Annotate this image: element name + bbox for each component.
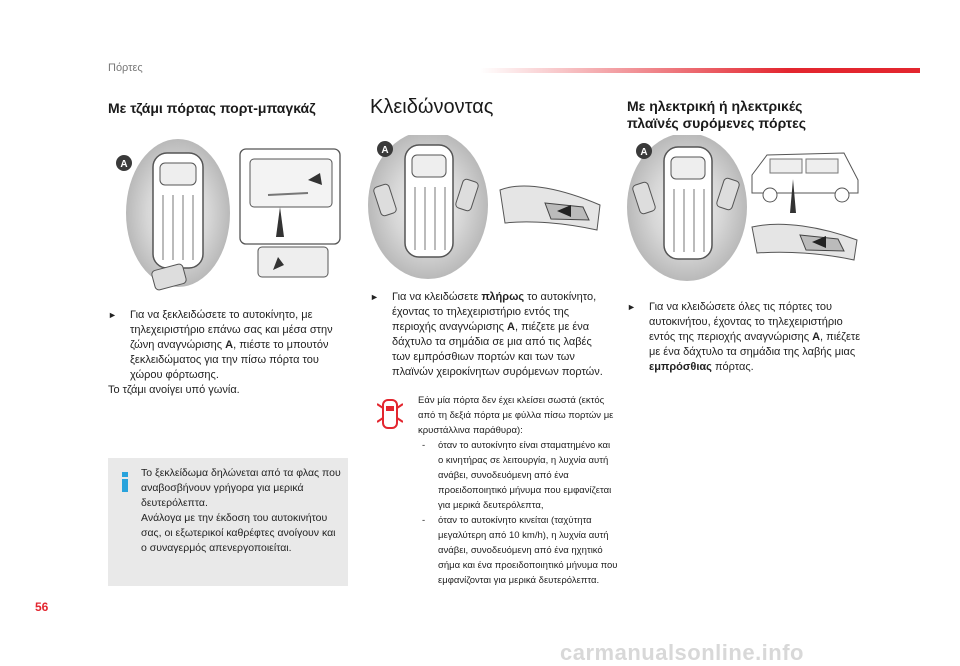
left-heading: Με τζάμι πόρτας πορτ-μπαγκάζ — [108, 100, 316, 116]
info-panel — [108, 458, 348, 586]
left-instruction-zone: A — [225, 339, 234, 351]
middle-instruction-text-b: το αυτοκίνητο, έχοντας το τηλεχειριστήριο εντός της περιοχής αναγνώρισης — [392, 291, 597, 333]
watermark: carmanualsonline.info — [560, 640, 804, 665]
left-note: Το τζάμι ανοίγει υπό γωνία. — [108, 384, 240, 396]
door-warning-note — [418, 393, 618, 588]
middle-instruction-text-a: Για να κλειδώσετε — [392, 291, 482, 303]
warning-intro: Εάν μία πόρτα δεν έχει κλείσει σωστά (εκτός από τη δεξιά πόρτα με φύλλα πίσω πορτών με κρυστάλλινα παράθυρα): — [418, 395, 614, 436]
warning-item — [418, 438, 618, 513]
right-instruction-text-a: Για να κλειδώσετε όλες τις πόρτες του αυτοκινήτου, έχοντας το τηλεχειριστήριο εντός της περιοχής αναγνώρισης — [649, 301, 843, 343]
arrow-bullet-icon: ► — [108, 310, 117, 320]
info-icon — [120, 472, 130, 492]
middle-instruction-text-c: , πιέζετε με ένα δάχτυλο τα σημάδια σε μια από τις λαβές των εμπρόσθιων πορτών και των των πλαϊνών χειροκίνητων συρόμενων πορτών. — [392, 321, 603, 378]
right-instruction-text-c: πόρτας. — [711, 361, 754, 373]
warning-item — [418, 513, 618, 588]
electric-sliding-door-illustration — [622, 135, 862, 290]
list-dash: - — [422, 515, 426, 526]
info-text-2: Ανάλογα με την έκδοση του αυτοκινήτου σας, οι εξωτερικοί καθρέφτες ανοίγουν και ο συναγερμός απενεργοποιείται. — [141, 512, 336, 554]
left-instruction-text-a: Για να ξεκλειδώσετε το αυτοκίνητο, με τηλεχειριστήριο επάνω σας και μέσα στην ζώνη αναγνώρισης — [130, 309, 333, 351]
section-label: Πόρτες — [108, 62, 143, 74]
warning-list — [418, 438, 618, 588]
header-rule — [480, 68, 920, 73]
locking-illustration — [365, 135, 610, 290]
tailgate-window-illustration — [108, 135, 348, 295]
left-instruction — [108, 308, 348, 383]
right-instruction-bold-1: A — [812, 331, 821, 343]
middle-instruction — [370, 290, 610, 380]
page-number: 56 — [35, 600, 49, 614]
zone-marker-right: A — [640, 147, 648, 158]
arrow-bullet-icon: ► — [627, 302, 636, 312]
middle-instruction-bold-1: πλήρως — [481, 291, 525, 303]
right-instruction-text-b: , πιέζετε με ένα δάχτυλο τα σημάδια της λαβής μιας — [649, 331, 861, 358]
right-instruction — [627, 300, 867, 375]
warning-item-text: όταν το αυτοκίνητο είναι σταματημένο και ο κινητήρας σε λειτουργία, η λυχνία αυτή ανάβει, συνοδευόμενη από ένα προειδοποιητικό μήνυμα που εμφανίζεται για μερικά δευτερόλεπτα, — [438, 440, 612, 511]
warning-item-text: όταν το αυτοκίνητο κινείται (ταχύτητα μεγαλύτερη από 10 km/h), η λυχνία αυτή ανάβει, συνοδευόμενη από ένα ηχητικό σήμα και ένα προειδοποιητικό μήνυμα που εμφανίζονται για μερικά δευτερόλεπτα. — [438, 515, 618, 586]
door-open-warning-icon — [377, 398, 403, 430]
zone-marker-left: A — [120, 159, 128, 170]
right-instruction-bold-2: εμπρόσθιας — [649, 361, 712, 373]
zone-marker-middle: A — [381, 145, 389, 156]
middle-instruction-bold-2: A — [507, 321, 515, 333]
left-instruction-text-b: , πιέστε το μπουτόν ξεκλειδώματος για την πίσω πόρτα του χώρου φόρτωσης. — [130, 339, 329, 381]
middle-heading: Κλειδώνοντας — [370, 96, 494, 118]
arrow-bullet-icon: ► — [370, 292, 379, 302]
list-dash: - — [422, 440, 426, 451]
right-heading: Με ηλεκτρική ή ηλεκτρικές πλαϊνές συρόμενες πόρτες — [627, 98, 807, 131]
info-text-1: Το ξεκλείδωμα δηλώνεται από τα φλας που αναβοσβήνουν γρήγορα για μερικά δευτερόλεπτα. — [141, 467, 341, 509]
